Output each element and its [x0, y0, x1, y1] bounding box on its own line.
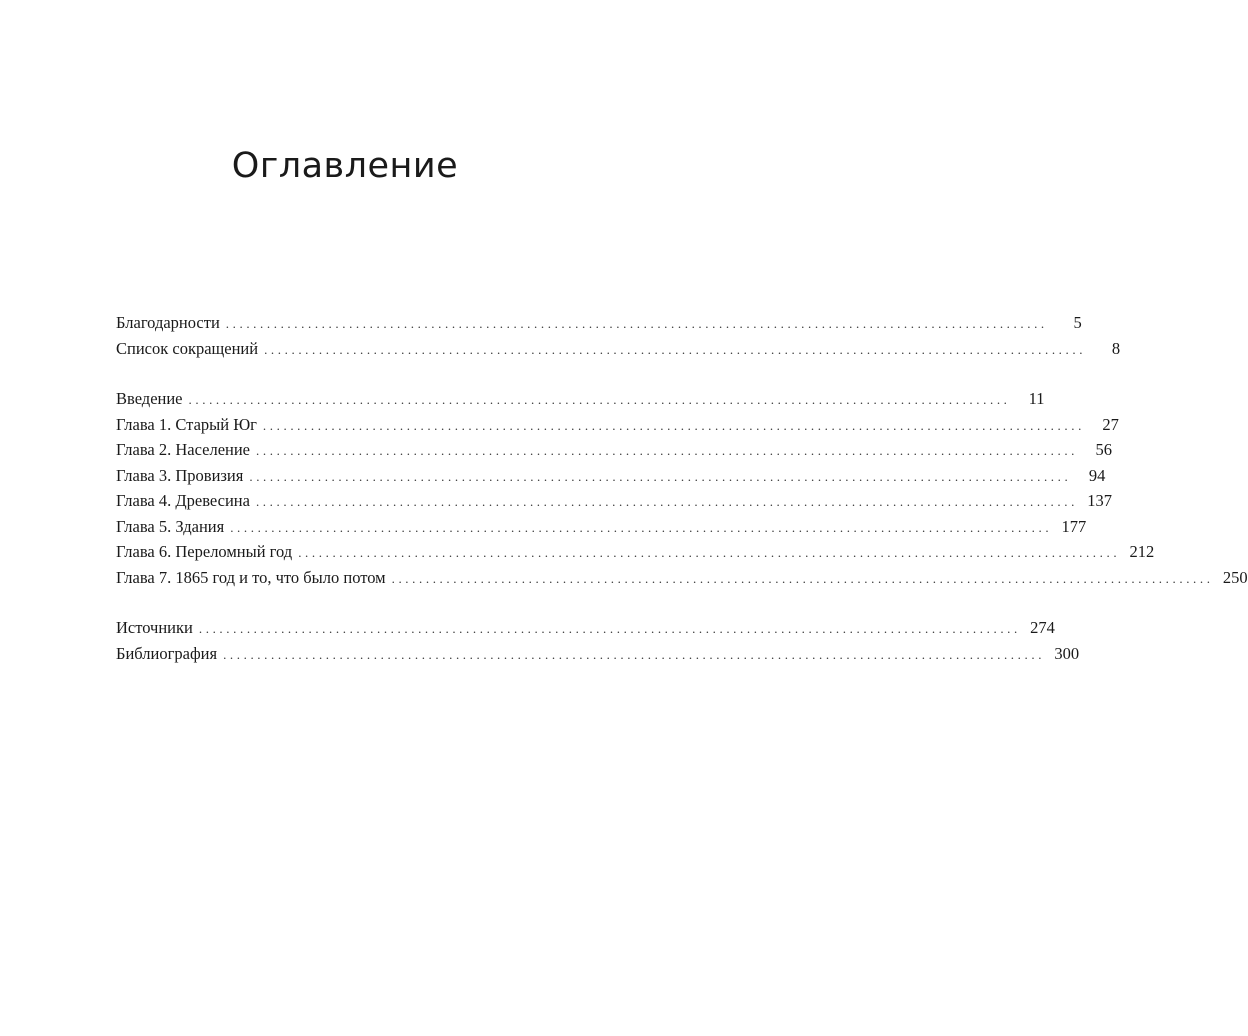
table-of-contents: [116, 310, 1248, 666]
toc-entry-label: Глава 4. Древесина: [116, 491, 250, 510]
toc-entry[interactable]: [116, 437, 1113, 463]
toc-entry[interactable]: [116, 336, 1121, 362]
toc-dot-leader: ........................................................................................................................: [262, 417, 1085, 433]
toc-dot-leader: ........................................................................................................................: [298, 545, 1121, 560]
toc-entry-page: 8: [1111, 338, 1121, 358]
toc-entry-page: 250: [1222, 567, 1248, 587]
toc-entry-page: 274: [1030, 618, 1055, 637]
toc-group-back-matter: [116, 615, 1080, 666]
toc-entry-label: Глава 7. 1865 год и то, что было потом: [116, 567, 386, 587]
toc-entry-label: Глава 5. Здания: [116, 516, 225, 536]
toc-dot-leader: ........................................................................................................................: [256, 443, 1079, 458]
page-title: Оглавление: [231, 146, 459, 186]
toc-entry[interactable]: [116, 412, 1119, 438]
toc-entry[interactable]: [116, 615, 1055, 641]
toc-entry-label: Глава 1. Старый Юг: [116, 414, 257, 434]
toc-dot-leader: ........................................................................................................................: [188, 392, 1011, 407]
toc-entry-page: 27: [1102, 414, 1119, 434]
toc-dot-leader: ........................................................................................................................: [223, 646, 1046, 662]
toc-entry[interactable]: [116, 386, 1045, 412]
toc-entry[interactable]: [116, 565, 1248, 591]
toc-entry-page: 177: [1061, 516, 1087, 536]
toc-entry[interactable]: [116, 488, 1112, 514]
toc-entry[interactable]: [116, 310, 1082, 336]
toc-entry-page: 56: [1095, 440, 1113, 459]
toc-entry-label: Глава 6. Переломный год: [116, 542, 293, 561]
toc-dot-leader: ........................................................................................................................: [230, 519, 1053, 535]
toc-entry-label: Источники: [116, 618, 193, 637]
toc-entry-page: 212: [1129, 542, 1155, 561]
toc-entry-label: Благодарности: [116, 313, 220, 332]
toc-dot-leader: ........................................................................................................................: [249, 468, 1072, 484]
toc-dot-leader: ........................................................................................................................: [198, 621, 1021, 636]
toc-entry-page: 11: [1028, 389, 1045, 408]
toc-entry-page: 137: [1087, 491, 1112, 510]
toc-entry-page: 300: [1054, 643, 1080, 663]
toc-dot-leader: ........................................................................................................................: [391, 570, 1214, 586]
toc-dot-leader: ........................................................................................................................: [255, 494, 1078, 509]
toc-entry-label: Библиография: [116, 643, 218, 663]
toc-entry-label: Глава 2. Население: [116, 440, 251, 459]
toc-entry[interactable]: [116, 641, 1080, 667]
toc-entry-page: 5: [1073, 313, 1082, 332]
toc-group-chapters: [116, 386, 1248, 590]
toc-dot-leader: ........................................................................................................................: [225, 316, 1048, 331]
toc-entry-label: Глава 3. Провизия: [116, 465, 244, 485]
toc-entry-label: Введение: [116, 389, 183, 408]
toc-group-front-matter: [116, 310, 1121, 361]
toc-entry-label: Список сокращений: [116, 338, 259, 358]
toc-entry[interactable]: [116, 539, 1155, 565]
toc-dot-leader: ........................................................................................................................: [264, 341, 1087, 357]
toc-entry-page: 94: [1088, 465, 1106, 485]
toc-entry[interactable]: [116, 463, 1106, 489]
toc-entry[interactable]: [116, 514, 1087, 540]
